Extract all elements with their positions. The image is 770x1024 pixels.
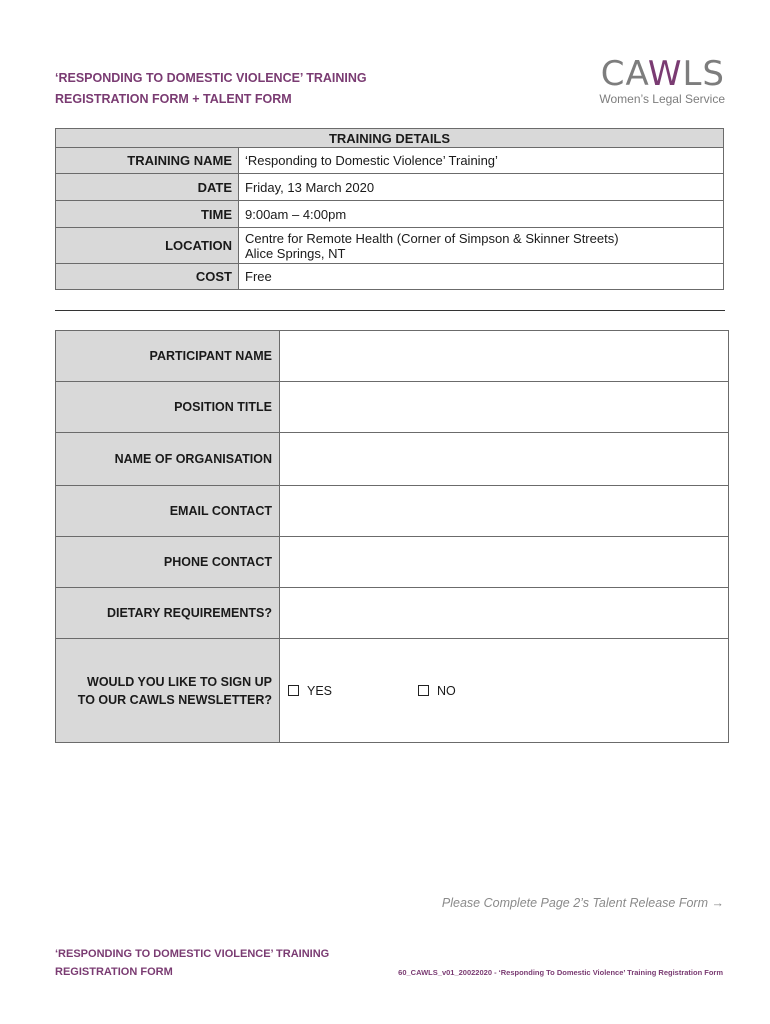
position-title-field[interactable] (280, 382, 729, 433)
logo-mark-suffix: LS (682, 54, 725, 94)
location-line-1: Centre for Remote Health (Corner of Simpson & Skinner Streets) (245, 230, 619, 246)
location-label: LOCATION (56, 228, 239, 264)
yes-checkbox[interactable] (288, 685, 299, 696)
table-row (56, 486, 729, 537)
talent-form-note (442, 896, 724, 910)
training-details-heading: TRAINING DETAILS (56, 129, 724, 148)
position-title-label: POSITION TITLE (56, 382, 280, 433)
participant-name-label: PARTICIPANT NAME (56, 331, 280, 382)
location-line-2: Alice Springs, NT (245, 245, 346, 261)
organisation-field[interactable] (280, 433, 729, 486)
participant-form-table (55, 330, 729, 743)
date-value: Friday, 13 March 2020 (239, 174, 724, 201)
logo-mark-prefix: CA (600, 54, 648, 94)
logo-subtitle: Women’s Legal Service (599, 92, 725, 106)
table-row (56, 639, 729, 743)
newsletter-label (56, 639, 280, 743)
table-row (56, 148, 724, 174)
table-row (56, 331, 729, 382)
no-label: NO (437, 683, 456, 698)
newsletter-label-line-2: TO OUR CAWLS NEWSLETTER? (77, 692, 272, 707)
participant-name-field[interactable] (280, 331, 729, 382)
title-line-2: REGISTRATION FORM + TALENT FORM (55, 92, 292, 106)
footer-doc-code: 60_CAWLS_v01_20022020 - ‘Responding To Domestic Violence’ Training Registration Form (398, 968, 723, 977)
time-value: 9:00am – 4:00pm (239, 201, 724, 228)
logo-mark (585, 56, 725, 92)
email-contact-label: EMAIL CONTACT (56, 486, 280, 537)
table-row (56, 174, 724, 201)
training-details-table (55, 128, 724, 290)
footer-title-line-2: REGISTRATION FORM (55, 966, 173, 978)
cost-value: Free (239, 264, 724, 290)
talent-form-note-text: Please Complete Page 2’s Talent Release Form (441, 896, 709, 910)
title-line-1: ‘RESPONDING TO DOMESTIC VIOLENCE’ TRAINING (55, 71, 367, 85)
table-row (56, 228, 724, 264)
newsletter-label-line-1: WOULD YOU LIKE TO SIGN UP (87, 674, 272, 689)
footer-title (55, 945, 329, 981)
table-row (56, 433, 729, 486)
phone-contact-field[interactable] (280, 537, 729, 588)
email-contact-field[interactable] (280, 486, 729, 537)
logo-mark-accent: W (647, 54, 683, 94)
newsletter-no-option[interactable] (418, 684, 456, 698)
cawls-logo (585, 56, 725, 106)
table-row (56, 537, 729, 588)
dietary-requirements-field[interactable] (280, 588, 729, 639)
arrow-right-icon: → (711, 896, 724, 910)
dietary-requirements-label: DIETARY REQUIREMENTS? (56, 588, 280, 639)
cost-label: COST (56, 264, 239, 290)
no-checkbox[interactable] (418, 685, 429, 696)
document-title (55, 68, 367, 110)
training-details-heading-row (56, 129, 724, 148)
date-label: DATE (56, 174, 239, 201)
training-name-value: ‘Responding to Domestic Violence’ Training’ (239, 148, 724, 174)
table-row (56, 201, 724, 228)
table-row (56, 264, 724, 290)
training-name-label: TRAINING NAME (56, 148, 239, 174)
yes-label: YES (307, 683, 333, 698)
table-row (56, 382, 729, 433)
phone-contact-label: PHONE CONTACT (56, 537, 280, 588)
organisation-label: NAME OF ORGANISATION (56, 433, 280, 486)
newsletter-options (280, 639, 729, 743)
newsletter-yes-option[interactable] (288, 684, 418, 698)
section-divider (55, 310, 725, 311)
time-label: TIME (56, 201, 239, 228)
footer-title-line-1: ‘RESPONDING TO DOMESTIC VIOLENCE’ TRAINING (55, 948, 330, 960)
location-value (239, 228, 724, 264)
table-row (56, 588, 729, 639)
